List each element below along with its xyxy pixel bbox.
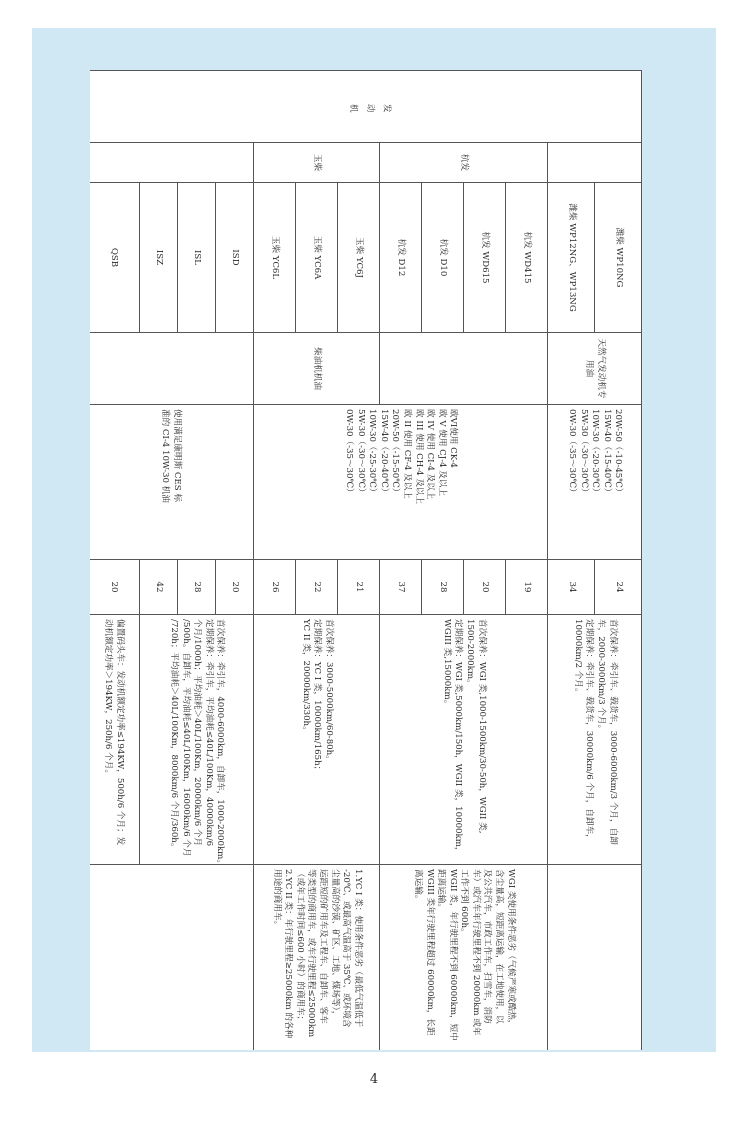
capacity-cell xyxy=(254,560,296,615)
oil-grade: 20W-50（-10-45℃） xyxy=(613,409,624,497)
interval-line: /500h。自卸车，平均油耗≤40L/100Km，16000km/6 个月 xyxy=(180,619,191,857)
note-line: 含尘量高，短距离运输，在工地使用，以 xyxy=(494,869,505,1024)
capacity-value: 34 xyxy=(566,581,577,593)
oil-grade: 0W-30（-35～30℃） xyxy=(567,409,578,497)
capacity-value: 20 xyxy=(109,581,120,593)
capacity-value: 20 xyxy=(480,581,491,593)
note-cell-empty xyxy=(90,865,254,1051)
note-line: 尘量高的沙漠、矿区、工地、煤场等）， xyxy=(329,869,340,1020)
interval-line: 定期保养：牵引车，平均油耗≤40L/100Km，40000km/6 xyxy=(203,619,214,847)
oil-grade: 欧VI使用 CK-4 xyxy=(448,409,459,468)
category-label: 发动机 xyxy=(341,102,392,113)
note-line: （或年工作时间≤600 小时）的商用车； xyxy=(294,869,305,1025)
model-name: 玉柴 YC6J xyxy=(354,237,365,278)
oil-grade: 5W-30（-30～30℃） xyxy=(578,409,589,497)
capacity-cell xyxy=(380,560,422,615)
model-cell xyxy=(254,183,296,333)
note-line: 运距短的矿用车及工程车、自卸车、客车 xyxy=(318,869,329,1024)
group-label: 杭发 xyxy=(459,153,470,172)
interval-line: 定期保养：YC I 类，10000km/165h； xyxy=(312,619,323,775)
interval-line: 车，2000-3000km/3 个月。 xyxy=(596,619,607,734)
model-name: 玉柴 YC6A xyxy=(312,235,323,280)
capacity-cell xyxy=(90,560,140,615)
oil-type-cell-empty xyxy=(380,333,548,405)
model-cell xyxy=(216,183,254,333)
model-name: QSB xyxy=(109,247,120,268)
model-cell xyxy=(90,183,140,333)
empty-group-cell xyxy=(90,143,254,183)
interval-line: 10000km/2 个月。 xyxy=(572,619,583,697)
model-name: 杭发 WD415 xyxy=(522,231,533,284)
oil-grade-cell xyxy=(254,405,548,560)
model-name: 潍柴 WP10NG xyxy=(613,227,624,288)
oil-grade: 15W-40（-15-40℃） xyxy=(601,409,612,497)
interval-line: 动机额定功率＞194KW，250h/6 个月。 xyxy=(103,619,114,778)
oil-type: 天然气发动机专用油 xyxy=(584,338,607,399)
interval-line: YC II 类，20000km/330h。 xyxy=(300,619,311,735)
capacity-value: 20 xyxy=(230,581,241,593)
capacity-value: 22 xyxy=(312,581,323,593)
capacity-cell xyxy=(464,560,506,615)
oil-grade: 5W-30（-30～30℃） xyxy=(355,409,366,497)
group-cell xyxy=(254,143,380,183)
interval-line: WGIII 类,15000km。 xyxy=(441,619,452,709)
note-line: 用途的商用车。 xyxy=(271,869,282,930)
note-line: WGII 类，年行驶里程不到 60000km，短中 xyxy=(447,869,458,1041)
note-line: 工作不到 600h。 xyxy=(459,869,470,937)
oil-grade-cell xyxy=(90,405,254,560)
note-line: 距离运输。 xyxy=(436,869,447,912)
model-cell xyxy=(178,183,216,333)
note-cell xyxy=(254,865,380,1051)
model-name: 潍柴 WP12NG、WP13NG xyxy=(566,203,577,312)
oil-grade: 20W-50（-15-50℃） xyxy=(390,409,401,497)
oil-grade: 准的 CI-4 10W-30 机油 xyxy=(160,409,171,503)
page-number: 4 xyxy=(369,1072,379,1087)
capacity-value: 37 xyxy=(396,581,407,593)
model-cell xyxy=(140,183,178,333)
interval-line: 个月/1000h；平均油耗＞40L/100Km，20000km/6 个月 xyxy=(192,619,203,847)
model-cell xyxy=(548,183,595,333)
rotated-table-frame xyxy=(90,70,642,1050)
oil-grade: 欧 V 使用 CJ-4 及以上 xyxy=(436,409,447,497)
interval-cell xyxy=(254,615,380,865)
model-name: 杭发 D12 xyxy=(396,238,407,277)
interval-line: 首次保养：牵引车、载货车，3000-6000km/3 个月，自卸 xyxy=(607,619,618,845)
oil-grade: 10W-30（-20-30℃） xyxy=(590,409,601,497)
capacity-cell xyxy=(140,560,178,615)
capacity-cell xyxy=(595,560,642,615)
model-cell xyxy=(296,183,338,333)
capacity-cell xyxy=(506,560,548,615)
note-line: -20℃、或最高气温高于 35℃、或环境含 xyxy=(341,869,352,1028)
oil-grade: 欧 IV 使用 CI-4 及以上 xyxy=(425,409,436,500)
model-name: ISD xyxy=(230,249,241,266)
oil-grade: 15W-40（-20-40℃） xyxy=(378,409,389,497)
model-name: 杭发 WD615 xyxy=(480,231,491,284)
oil-type-cell xyxy=(548,333,642,405)
oil-grade: 0W-30（-35～30℃） xyxy=(344,409,355,497)
interval-cell xyxy=(90,615,140,865)
note-line: 1.YC I 类：使用条件恶劣（最低气温低于 xyxy=(352,869,363,1028)
model-name: ISZ xyxy=(154,249,165,266)
note-cell-empty xyxy=(548,865,642,1051)
model-cell xyxy=(464,183,506,333)
note-line: 及公共汽车，市政工作车，扫雪车，消防 xyxy=(482,869,493,1024)
capacity-value: 21 xyxy=(354,581,365,593)
interval-line: /720h；平均油耗＞40L/100Km，8000km/6 个月/360h。 xyxy=(169,619,180,852)
capacity-cell xyxy=(422,560,464,615)
model-name: ISL xyxy=(192,250,203,265)
note-line: 等类型的商用车，或车行驶里程≤25000km xyxy=(306,869,317,1038)
note-line: 离运输。 xyxy=(412,869,423,904)
capacity-value: 26 xyxy=(270,581,281,593)
engine-oil-spec-table xyxy=(90,70,642,1050)
capacity-cell xyxy=(548,560,595,615)
rotated-table-canvas xyxy=(90,70,642,1050)
capacity-value: 19 xyxy=(522,581,533,593)
interval-line: 首次保养：WGI 类,1000-1500km/30-50h，WGII 类, xyxy=(476,619,487,834)
interval-line: 首次保养：牵引车，4000-6000km，自卸车，1000-2000km。 xyxy=(215,619,226,868)
capacity-cell xyxy=(296,560,338,615)
capacity-value: 28 xyxy=(438,581,449,593)
oil-type: 柴油机机油 xyxy=(312,347,323,390)
interval-line: 定期保养：牵引车、载货车，30000km/6 个月，自卸车， xyxy=(584,619,595,843)
empty-group-cell xyxy=(548,143,642,183)
interval-cell xyxy=(548,615,642,865)
note-line: WGI 类使用条件恶劣（气候严寒或酷热， xyxy=(505,869,516,1029)
interval-line: 1500-2000km。 xyxy=(465,619,476,688)
group-label: 玉柴 xyxy=(312,153,323,172)
note-line: WGIII 类年行驶里程超过 60000km，长距 xyxy=(424,869,435,1036)
capacity-value: 42 xyxy=(154,581,165,593)
model-name: 杭发 D10 xyxy=(438,238,449,277)
oil-grade-cell xyxy=(548,405,642,560)
oil-grade: 欧 II 使用 CF-4 及以上 xyxy=(402,409,413,499)
capacity-cell xyxy=(178,560,216,615)
model-cell xyxy=(380,183,422,333)
model-cell xyxy=(506,183,548,333)
oil-grade: 10W-30（-25-30℃） xyxy=(367,409,378,497)
oil-type-cell xyxy=(254,333,380,405)
model-cell xyxy=(338,183,380,333)
capacity-cell xyxy=(338,560,380,615)
interval-cell xyxy=(380,615,548,865)
interval-line: 偏置码头车：发动机额定功率≤194KW，500h/6 个月；发 xyxy=(115,619,126,846)
interval-line: 定期保养：WGI 类,5000km/150h，WGII 类，10000km， xyxy=(453,619,464,856)
group-cell xyxy=(380,143,548,183)
interval-line: 首次保养：3000-5000km/60-80h。 xyxy=(323,619,334,764)
oil-grade: 欧 III 使用 CH-4 及以上 xyxy=(413,409,424,505)
capacity-value: 24 xyxy=(613,581,624,593)
note-cell xyxy=(380,865,548,1051)
capacity-value: 28 xyxy=(192,581,203,593)
note-line: 车）或汽车年行驶里程不到 20000km 或年 xyxy=(470,869,481,1036)
note-line: 2.YC II 类：年行驶里程≥25000km 的各种 xyxy=(283,869,294,1039)
model-name: 玉柴 YC6L xyxy=(270,235,281,280)
oil-grade: 使用满足康明斯 CES 标 xyxy=(172,409,183,502)
category-cell xyxy=(90,71,642,143)
capacity-cell xyxy=(216,560,254,615)
model-cell xyxy=(422,183,464,333)
interval-cell xyxy=(140,615,254,868)
oil-type-cell-empty xyxy=(90,333,254,405)
model-cell xyxy=(595,183,642,333)
